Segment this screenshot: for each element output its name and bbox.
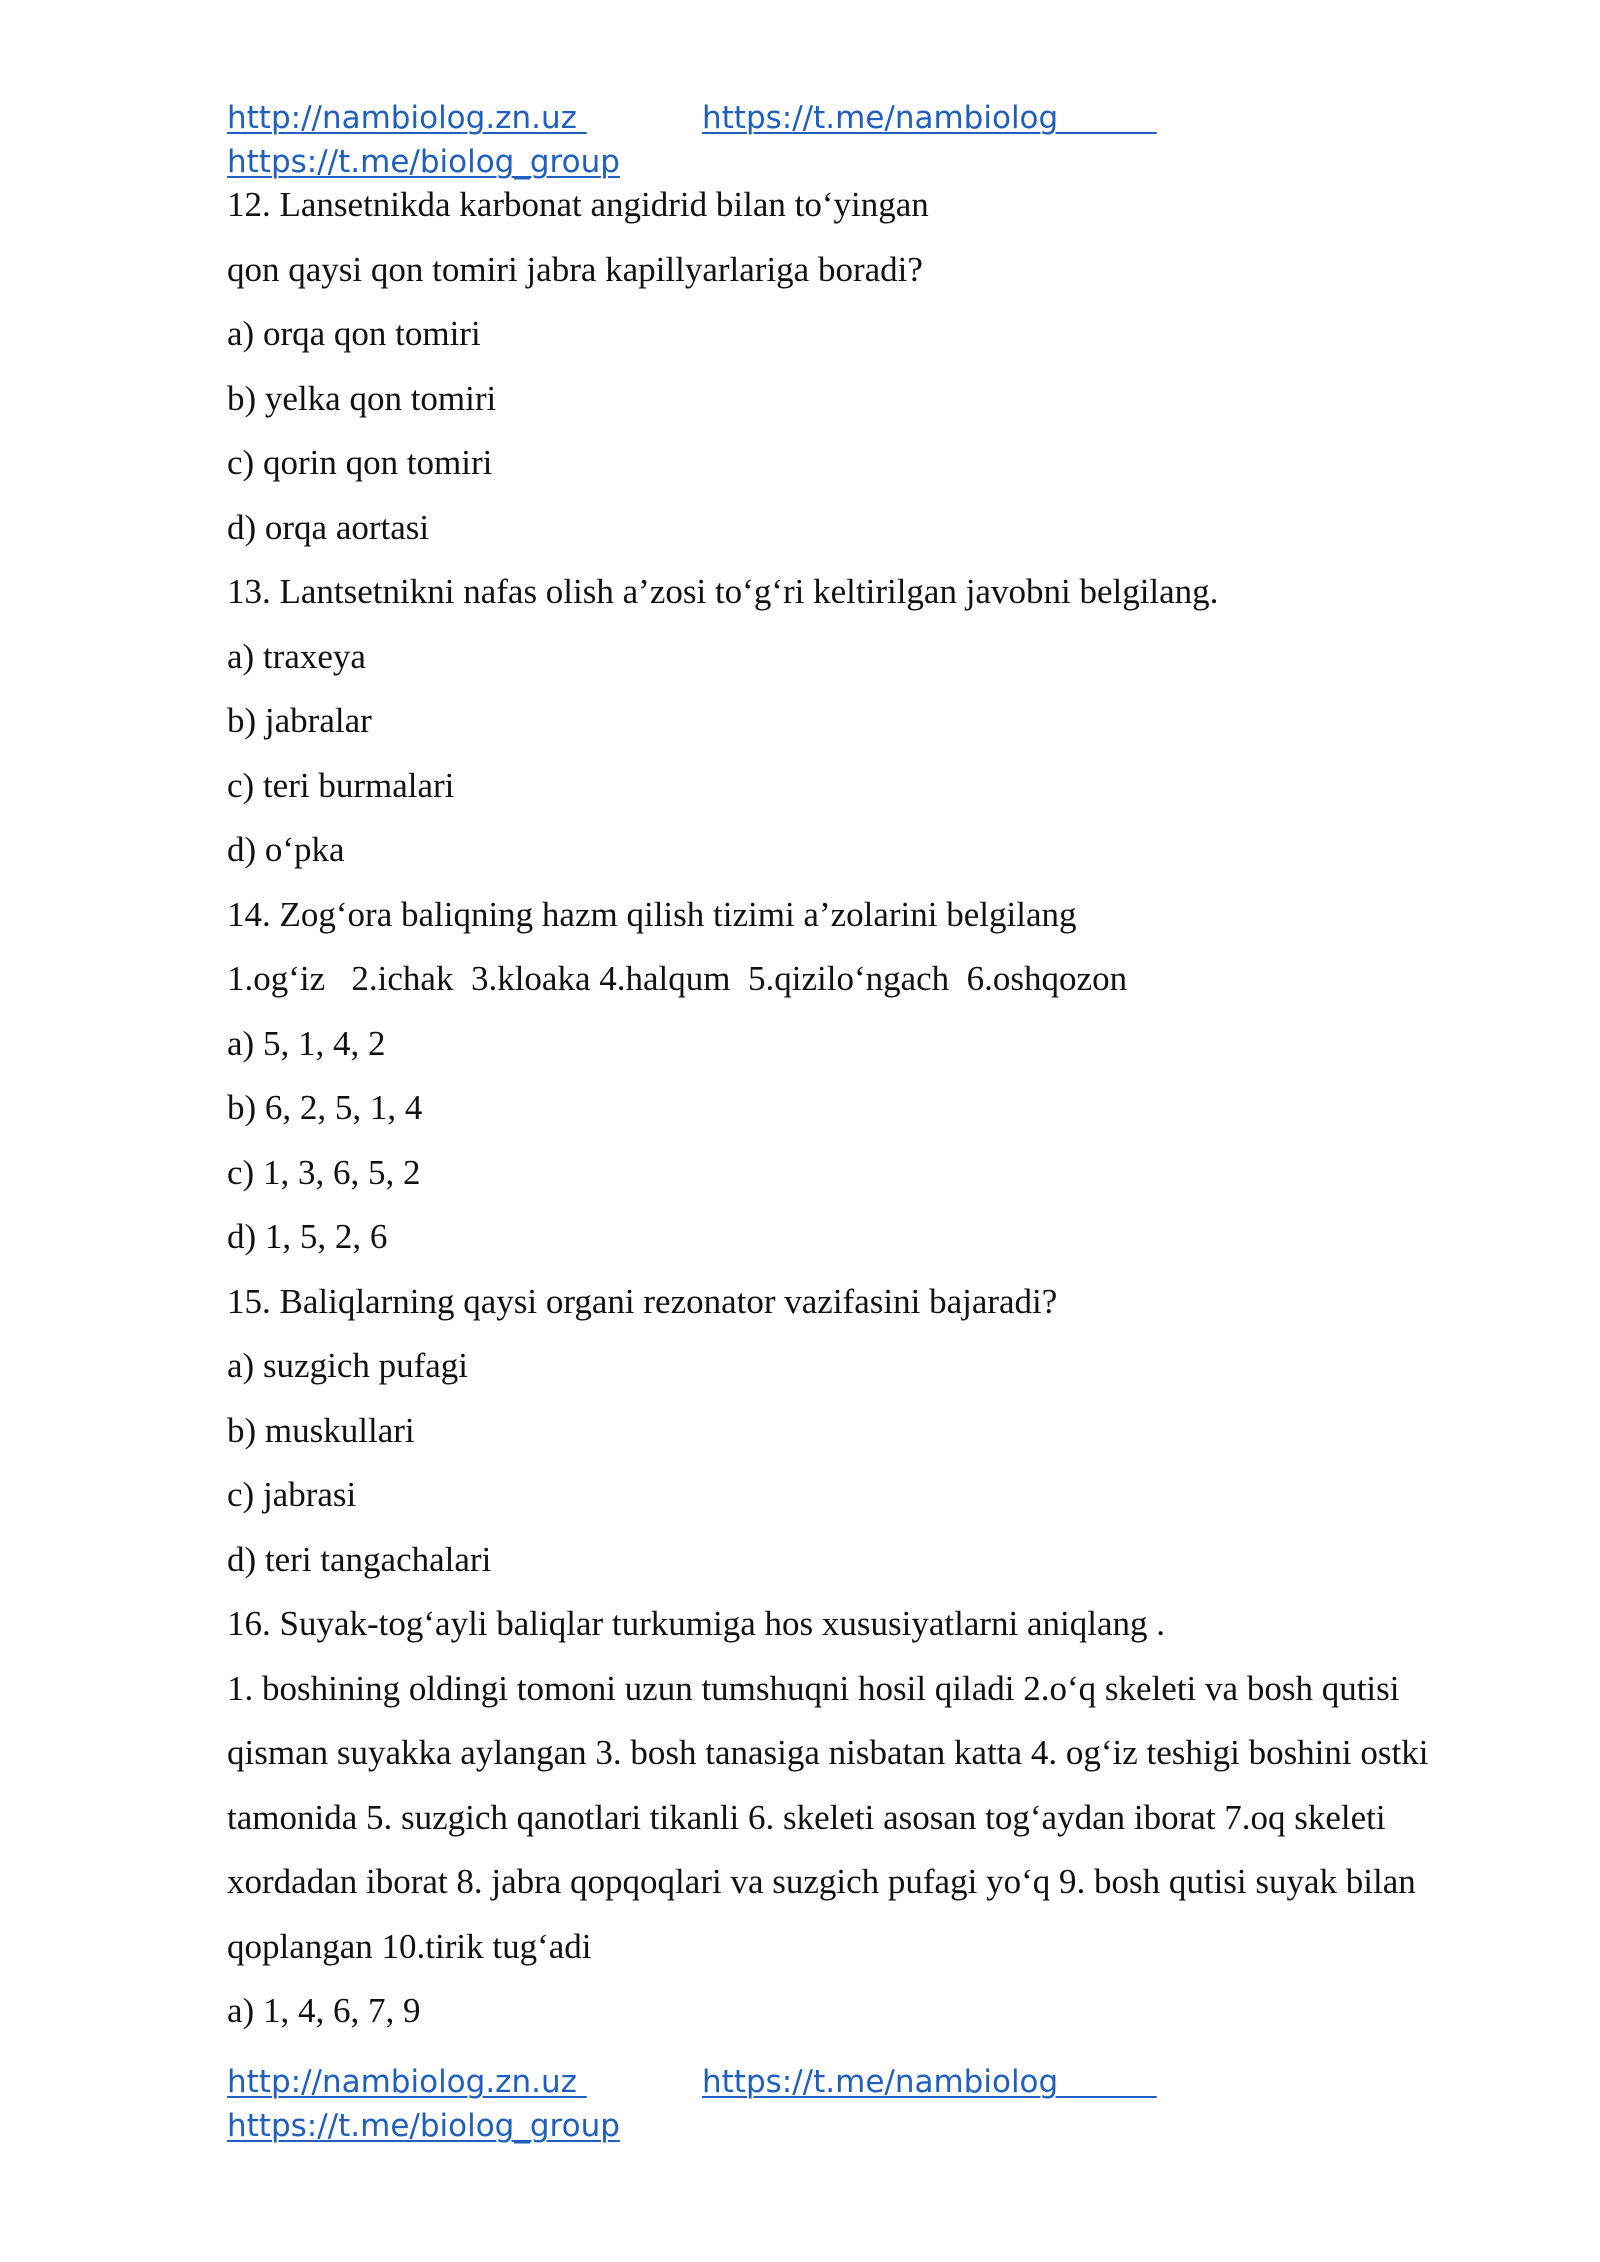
question-14-option-c: c) 1, 3, 6, 5, 2	[227, 1152, 421, 1192]
footer-links	[227, 2060, 1227, 2148]
question-15-option-a: a) suzgich pufagi	[227, 1346, 469, 1385]
question-14-option-a: a) 5, 1, 4, 2	[227, 1023, 386, 1063]
question-12-option-c: c) qorin qon tomiri	[227, 443, 493, 482]
header-link-telegram-biolog-group[interactable]: https://t.me/biolog_group	[227, 144, 620, 180]
question-15-option-d: d) teri tangachalari	[227, 1539, 492, 1579]
header-link-nambiolog-site[interactable]: http://nambiolog.zn.uz	[227, 100, 587, 136]
question-12-line2: qon qaysi qon tomiri jabra kapillyarlariga boradi?	[227, 249, 923, 289]
question-13-text: 13. Lantsetnikni nafas olish a’zosi to‘g‘ri keltirilgan javobni belgilang.	[227, 572, 1219, 611]
footer-link-telegram-biolog-group[interactable]: https://t.me/biolog_group	[227, 2108, 620, 2144]
question-16-body: 1. boshining oldingi tomoni uzun tumshuqni hosil qiladi 2.o‘q skeleti va bosh qutisi qisman suyakka aylangan 3. bosh tanasiga nisbatan katta 4. og‘iz teshigi boshini ostki tamonida 5. suzgich qanotlari tikanli 6. skeleti asosan tog‘aydan iborat 7.oq skeleti xordadan iborat 8. jabra qopqoqlari va suzgich pufagi yo‘q 9. bosh qutisi suyak bilan qoplangan 10.tirik tug‘adi	[227, 1668, 1429, 1966]
question-13-option-b: b) jabralar	[227, 701, 372, 740]
question-12-option-b: b) yelka qon tomiri	[227, 378, 497, 418]
question-15-option-c: c) jabrasi	[227, 1475, 357, 1514]
question-16-text: 16. Suyak-tog‘ayli baliqlar turkumiga hos xususiyatlarni aniqlang .	[227, 1604, 1166, 1643]
question-13-option-d: d) o‘pka	[227, 830, 345, 869]
question-15-text: 15. Baliqlarning qaysi organi rezonator vazifasini bajaradi?	[227, 1281, 1058, 1321]
header-links	[227, 96, 1227, 184]
question-12-option-a: a) orqa qon tomiri	[227, 314, 481, 353]
question-content	[227, 180, 1487, 2051]
question-13-option-c: c) teri burmalari	[227, 765, 455, 805]
footer-link-row	[227, 2060, 1227, 2104]
footer-link-row-2	[227, 2104, 1227, 2148]
header-link-telegram-nambiolog[interactable]: https://t.me/nambiolog	[702, 100, 1157, 136]
header-link-row	[227, 96, 1227, 140]
question-14-option-d: d) 1, 5, 2, 6	[227, 1217, 388, 1256]
question-12-option-d: d) orqa aortasi	[227, 507, 430, 547]
question-14-option-b: b) 6, 2, 5, 1, 4	[227, 1088, 423, 1127]
question-14-text: 14. Zog‘ora baliqning hazm qilish tizimi a’zolarini belgilang	[227, 894, 1077, 934]
question-14-items: 1.og‘iz 2.ichak 3.kloaka 4.halqum 5.qizilo‘ngach 6.oshqozon	[227, 959, 1128, 998]
question-16-option-a: a) 1, 4, 6, 7, 9	[227, 1991, 421, 2030]
question-12-line1: 12. Lansetnikda karbonat angidrid bilan to‘yingan	[227, 185, 929, 224]
footer-link-telegram-nambiolog[interactable]: https://t.me/nambiolog	[702, 2064, 1157, 2100]
question-15-option-b: b) muskullari	[227, 1410, 415, 1450]
footer-link-nambiolog-site[interactable]: http://nambiolog.zn.uz	[227, 2064, 587, 2100]
question-13-option-a: a) traxeya	[227, 636, 366, 676]
header-link-row-2	[227, 140, 1227, 184]
